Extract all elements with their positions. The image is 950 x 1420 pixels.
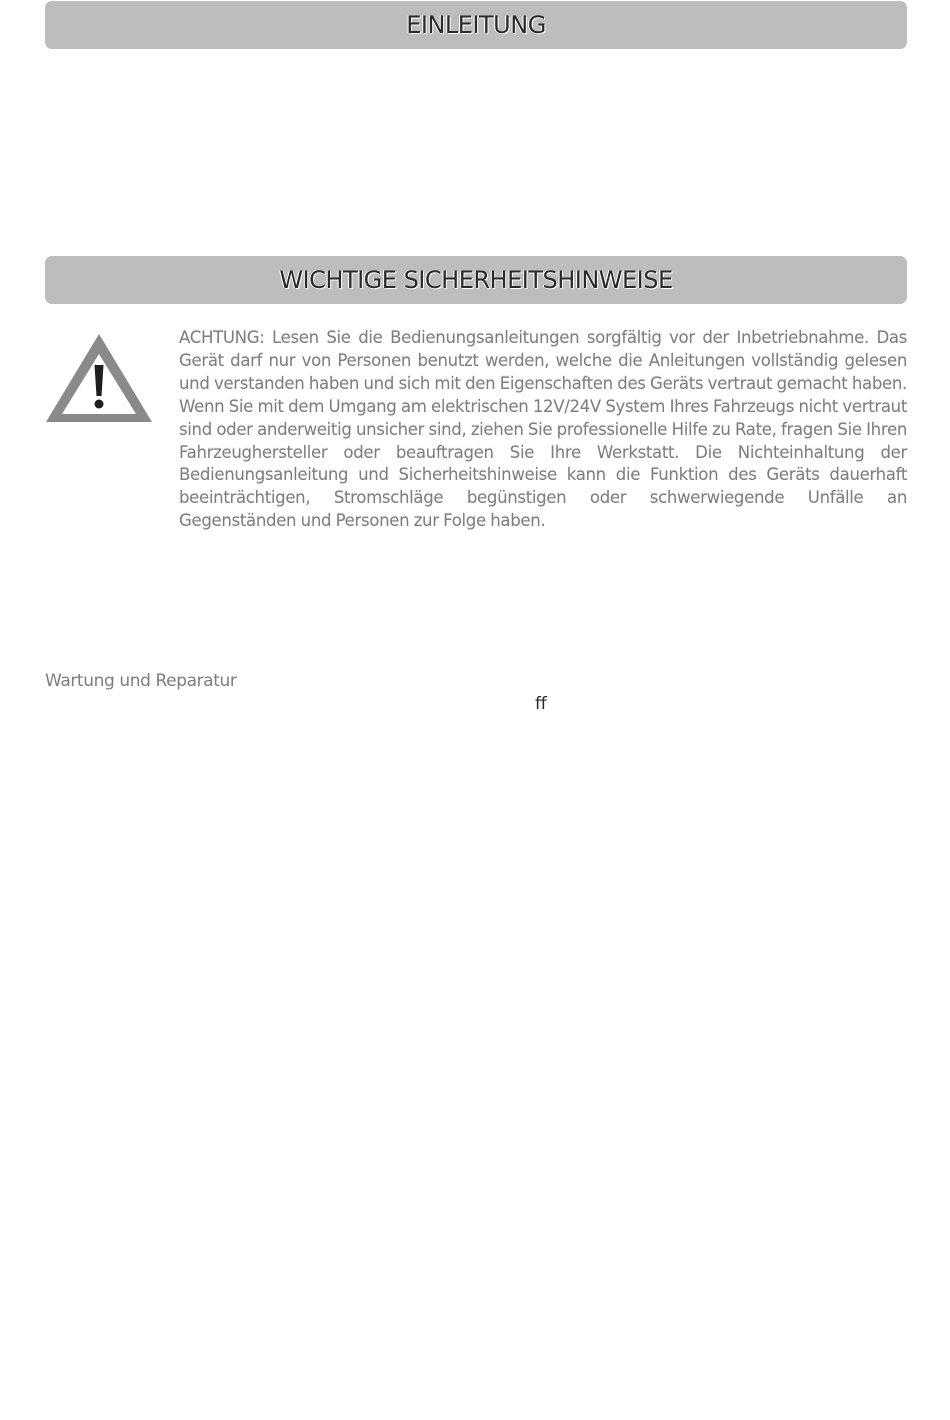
warning-triangle-icon [44, 332, 154, 424]
section-title-einleitung: EINLEITUNG [406, 11, 546, 39]
safety-warning-paragraph: ACHTUNG: Lesen Sie die Bedienungsanleitungen sorgfältig vor der Inbetriebnahme. Das Gerät darf nur von Personen benutzt werden, welche die Anleitungen vollständig gelesen und verstanden haben und sich mit den Eigenschaften des Geräts vertraut gemacht haben. Wenn Sie mit dem Umgang am elektrischen 12V/24V System Ihres Fahrzeugs nicht vertraut sind oder anderweitig unsicher sind, ziehen Sie professionelle Hilfe zu Rate, fragen Sie Ihren Fahrzeughersteller oder beauftragen Sie Ihre Werkstatt. Die Nichteinhaltung der Bedienungsanleitung und Sicherheitshinweise kann die Funktion des Geräts dauerhaft beeinträchtigen, Stromschläge begünstigen oder schwerwiegende Unfälle an Gegenständen und Personen zur Folge haben. [179, 328, 907, 531]
section-bar-einleitung [45, 1, 907, 49]
section-bar-sicherheitshinweise [45, 256, 907, 304]
section-title-sicherheitshinweise: WICHTIGE SICHERHEITSHINWEISE [279, 266, 673, 294]
ligature-fragment: ff [535, 694, 547, 714]
maintenance-heading: Wartung und Reparatur [45, 671, 237, 691]
